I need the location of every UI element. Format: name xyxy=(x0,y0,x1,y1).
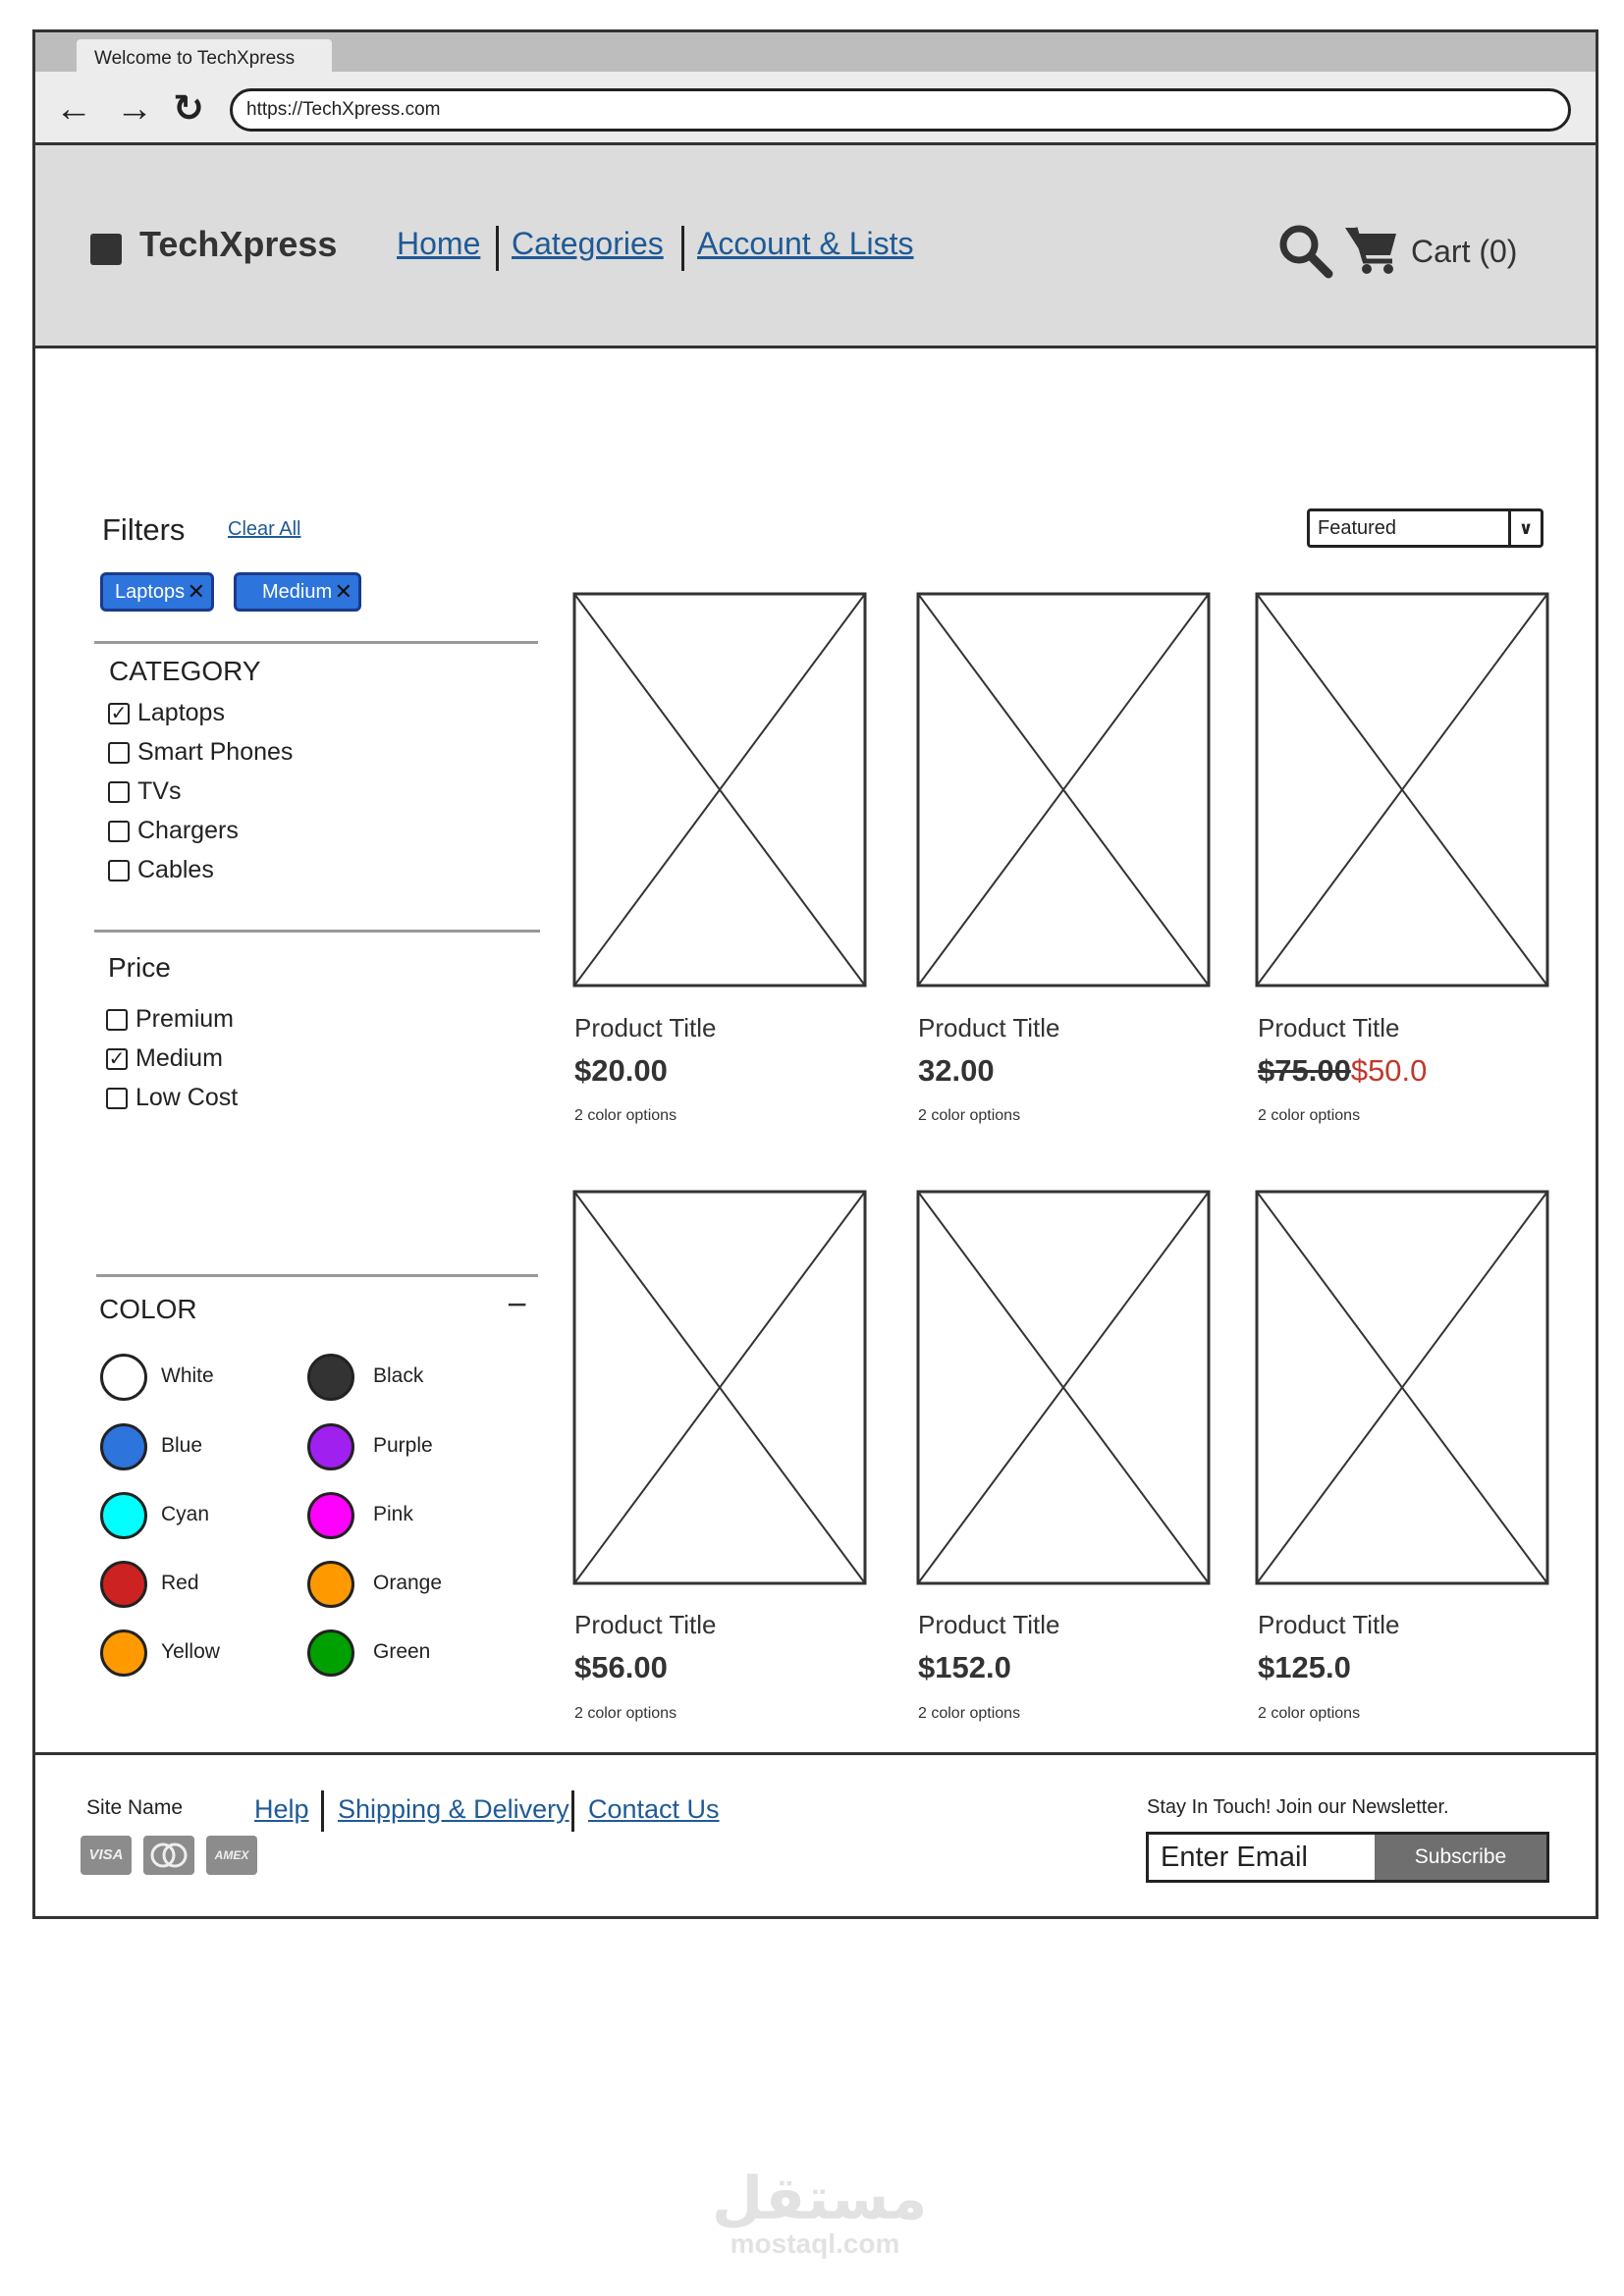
option-label: Smart Phones xyxy=(137,738,294,766)
nav-separator xyxy=(681,226,684,271)
footer-divider xyxy=(35,1752,1596,1755)
option-label: Premium xyxy=(135,1005,235,1033)
checkbox[interactable] xyxy=(108,781,130,803)
product-price: $152.0 xyxy=(918,1650,1011,1684)
email-input[interactable] xyxy=(1146,1832,1375,1883)
product-title[interactable]: Product Title xyxy=(1258,1610,1400,1639)
swatch-label: Red xyxy=(161,1572,199,1594)
price-title: Price xyxy=(108,952,171,983)
product-color-options: 2 color options xyxy=(1258,1705,1361,1722)
product-title[interactable]: Product Title xyxy=(574,1013,717,1042)
option-label: Chargers xyxy=(137,817,239,844)
product-image-placeholder[interactable] xyxy=(916,592,1211,988)
brand-logo[interactable]: TechXpress xyxy=(139,224,338,264)
swatch-green[interactable] xyxy=(307,1629,354,1677)
category-title: CATEGORY xyxy=(109,656,261,686)
search-icon[interactable] xyxy=(1276,222,1333,279)
product-price: $125.0 xyxy=(1258,1650,1351,1684)
checkbox[interactable]: ✓ xyxy=(106,1048,128,1070)
swatch-label: Green xyxy=(373,1640,431,1663)
product-price: 32.00 xyxy=(918,1053,995,1088)
swatch-label: Black xyxy=(373,1364,424,1387)
remove-chip-icon[interactable]: ✕ xyxy=(334,579,352,604)
watermark-logo: مستقل xyxy=(712,2165,928,2231)
remove-chip-icon[interactable]: ✕ xyxy=(187,579,205,604)
mastercard-icon xyxy=(143,1836,194,1875)
filter-chip-laptops[interactable] xyxy=(100,572,214,612)
checkbox[interactable] xyxy=(108,742,130,764)
product-title[interactable]: Product Title xyxy=(574,1610,717,1639)
swatch-yellow[interactable] xyxy=(100,1629,147,1677)
newsletter-label: Stay In Touch! Join our Newsletter. xyxy=(1147,1796,1449,1818)
category-option-smart-phones[interactable] xyxy=(108,738,293,767)
product-color-options: 2 color options xyxy=(574,1107,677,1124)
chip-label: Medium xyxy=(262,581,333,603)
product-price xyxy=(1258,1053,1427,1089)
product-title[interactable]: Product Title xyxy=(1258,1013,1400,1042)
collapse-icon[interactable]: − xyxy=(507,1284,528,1324)
product-color-options: 2 color options xyxy=(1258,1107,1361,1124)
nav-account-lists[interactable]: Account & Lists xyxy=(697,226,914,261)
footer-separator xyxy=(571,1790,574,1832)
option-label: TVs xyxy=(137,777,182,805)
swatch-purple[interactable] xyxy=(307,1423,354,1470)
product-color-options: 2 color options xyxy=(918,1107,1021,1124)
product-color-options: 2 color options xyxy=(918,1705,1021,1722)
checkbox[interactable] xyxy=(108,860,130,881)
category-option-chargers[interactable] xyxy=(108,817,239,845)
product-price: $20.00 xyxy=(574,1053,668,1088)
browser-tab[interactable]: Welcome to TechXpress xyxy=(77,39,332,75)
swatch-label: Blue xyxy=(161,1434,203,1457)
nav-home[interactable]: Home xyxy=(397,226,481,261)
divider xyxy=(96,1274,538,1277)
product-title[interactable]: Product Title xyxy=(918,1013,1060,1042)
option-label: Laptops xyxy=(137,699,225,726)
swatch-red[interactable] xyxy=(100,1561,147,1608)
cart-label[interactable]: Cart (0) xyxy=(1411,234,1518,269)
product-image-placeholder[interactable] xyxy=(572,592,867,988)
swatch-label: Pink xyxy=(373,1503,413,1525)
divider xyxy=(94,641,538,644)
divider xyxy=(94,930,540,933)
option-label: Medium xyxy=(135,1044,223,1072)
swatch-orange[interactable] xyxy=(307,1561,354,1608)
logo-icon xyxy=(90,234,122,265)
forward-icon[interactable]: → xyxy=(116,88,153,130)
swatch-cyan[interactable] xyxy=(100,1492,147,1539)
back-icon[interactable]: ← xyxy=(55,88,92,130)
product-image-placeholder[interactable] xyxy=(572,1190,867,1585)
swatch-label: White xyxy=(161,1364,214,1387)
footer-site-name: Site Name xyxy=(86,1796,184,1819)
checkbox[interactable]: ✓ xyxy=(108,703,130,724)
swatch-label: Purple xyxy=(373,1434,433,1457)
swatch-pink[interactable] xyxy=(307,1492,354,1539)
category-option-laptops[interactable] xyxy=(108,699,225,727)
footer-link-shipping[interactable]: Shipping & Delivery xyxy=(338,1794,569,1824)
url-bar[interactable]: https://TechXpress.com xyxy=(230,88,1571,132)
product-sale-price: $50.0 xyxy=(1350,1053,1428,1088)
product-price: $56.00 xyxy=(574,1650,668,1684)
category-option-tvs[interactable] xyxy=(108,777,181,806)
swatch-label: Orange xyxy=(373,1572,443,1594)
reload-icon[interactable]: ↻ xyxy=(173,88,204,130)
visa-icon: VISA xyxy=(81,1836,132,1875)
amex-icon: AMEX xyxy=(206,1836,257,1875)
price-option-medium[interactable] xyxy=(106,1044,223,1073)
price-option-low-cost[interactable] xyxy=(106,1084,238,1112)
product-image-placeholder[interactable] xyxy=(1255,592,1549,988)
option-label: Cables xyxy=(137,856,214,883)
filters-title: Filters xyxy=(102,512,186,547)
price-option-premium[interactable] xyxy=(106,1005,234,1034)
clear-all-link[interactable]: Clear All xyxy=(228,518,301,540)
watermark-text: mostaql.com xyxy=(730,2228,900,2259)
subscribe-button[interactable]: Subscribe xyxy=(1375,1832,1549,1883)
product-image-placeholder[interactable] xyxy=(916,1190,1211,1585)
sort-value: Featured xyxy=(1318,517,1397,539)
chevron-down-icon[interactable]: ∨ xyxy=(1508,511,1541,545)
swatch-blue[interactable] xyxy=(100,1423,147,1470)
category-option-cables[interactable] xyxy=(108,856,214,884)
swatch-black[interactable] xyxy=(307,1354,354,1401)
product-old-price: $75.00 xyxy=(1258,1053,1351,1088)
footer-separator xyxy=(321,1790,324,1832)
checkbox[interactable] xyxy=(106,1088,128,1109)
swatch-label: Yellow xyxy=(161,1640,220,1663)
swatch-label: Cyan xyxy=(161,1503,210,1525)
nav-categories[interactable]: Categories xyxy=(512,226,664,261)
filter-chip-medium[interactable] xyxy=(234,572,361,612)
option-label: Low Cost xyxy=(135,1084,239,1111)
sort-dropdown[interactable] xyxy=(1307,508,1543,548)
nav-separator xyxy=(496,226,499,271)
color-title: COLOR xyxy=(99,1294,197,1324)
swatch-white[interactable] xyxy=(100,1354,147,1401)
product-image-placeholder[interactable] xyxy=(1255,1190,1549,1585)
checkbox[interactable] xyxy=(106,1009,128,1031)
checkbox[interactable] xyxy=(108,821,130,842)
footer-link-contact[interactable]: Contact Us xyxy=(588,1794,720,1824)
product-color-options: 2 color options xyxy=(574,1705,677,1722)
cart-icon[interactable] xyxy=(1343,222,1398,275)
product-title[interactable]: Product Title xyxy=(918,1610,1060,1639)
chip-label: Laptops xyxy=(115,581,186,603)
footer-link-help[interactable]: Help xyxy=(254,1794,309,1824)
